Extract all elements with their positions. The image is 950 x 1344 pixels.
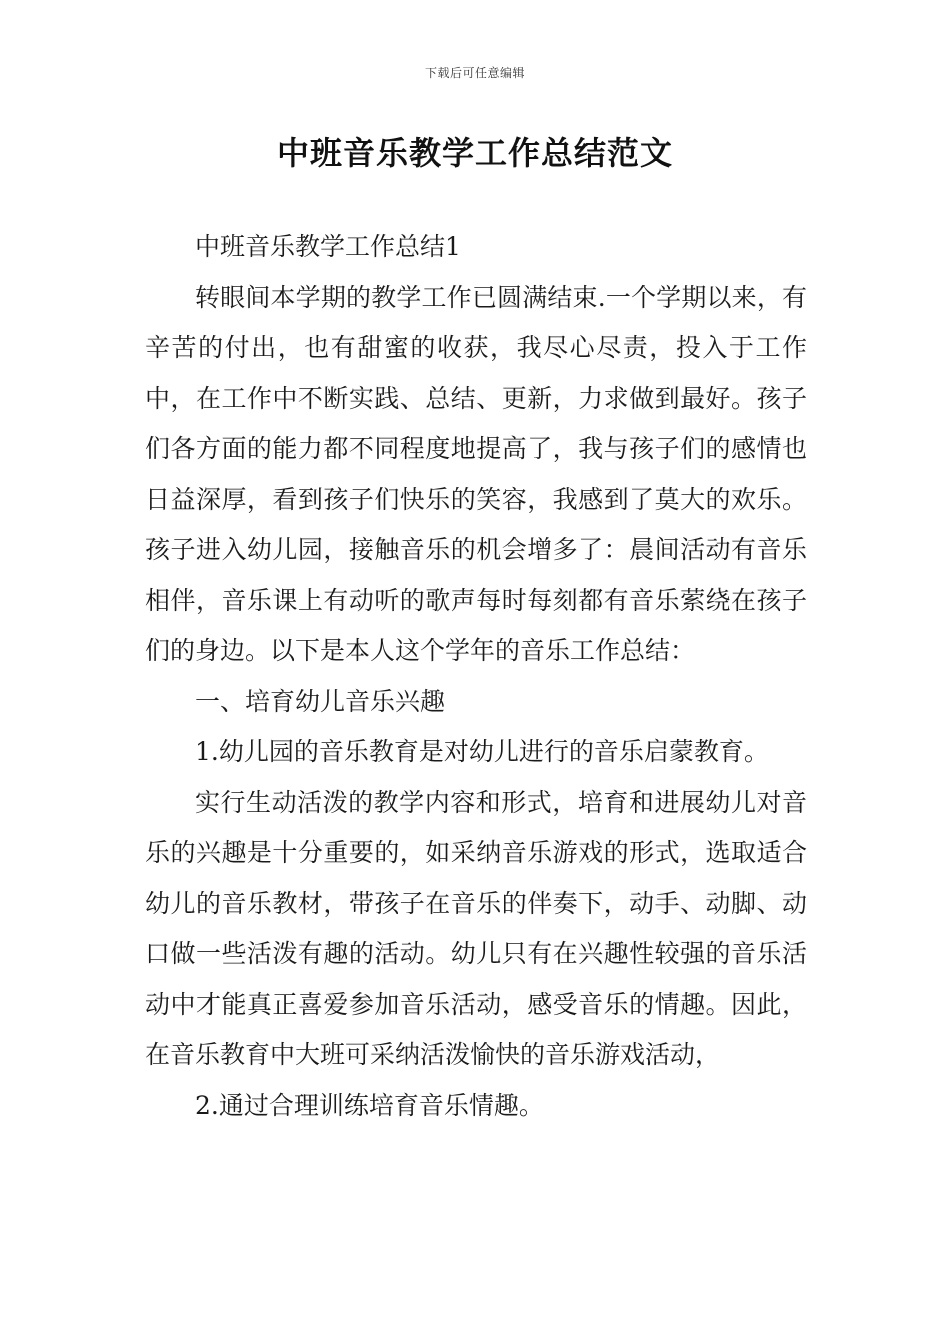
section-heading: 一、培育幼儿音乐兴趣 [195, 686, 446, 716]
list-item: 2.通过合理训练培育音乐情趣。 [195, 1090, 544, 1120]
header-note: 下载后可任意编辑 [424, 66, 525, 80]
section-heading: 中班音乐教学工作总结1 [195, 232, 461, 261]
body-paragraph: 转眼间本学期的教学工作已圆满结束.一个学期以来，有辛苦的付出，也有甜蜜的收获，我尽心尽责，投入于工作中，在工作中不断实践、总结、更新，力求做到最好。孩子们各方面的能力都不同程度地提高了，我与孩子们的感情也日益深厚，看到孩子们快乐的笑容，我感到了莫大的欢乐。孩子进入幼儿园，接触音乐的机会增多了：晨间活动有音乐相伴，音乐课上有动听的歌声每时每刻都有音乐萦绕在孩子们的身边。以下是本人这个学年的音乐工作总结： [145, 282, 807, 665]
document-body [145, 222, 807, 1131]
list-item: 1.幼儿园的音乐教育是对幼儿进行的音乐启蒙教育。 [195, 737, 769, 766]
document-title: 中班音乐教学工作总结范文 [276, 134, 673, 172]
body-paragraph: 实行生动活泼的教学内容和形式，培育和进展幼儿对音乐的兴趣是十分重要的，如采纳音乐游戏的形式，选取适合幼儿的音乐教材，带孩子在音乐的伴奏下，动手、动脚、动口做一些活泼有趣的活动。幼儿只有在兴趣性较强的音乐活动中才能真正喜爱参加音乐活动，感受音乐的情趣。因此，在音乐教育中大班可采纳活泼愉快的音乐游戏活动， [145, 787, 807, 1069]
